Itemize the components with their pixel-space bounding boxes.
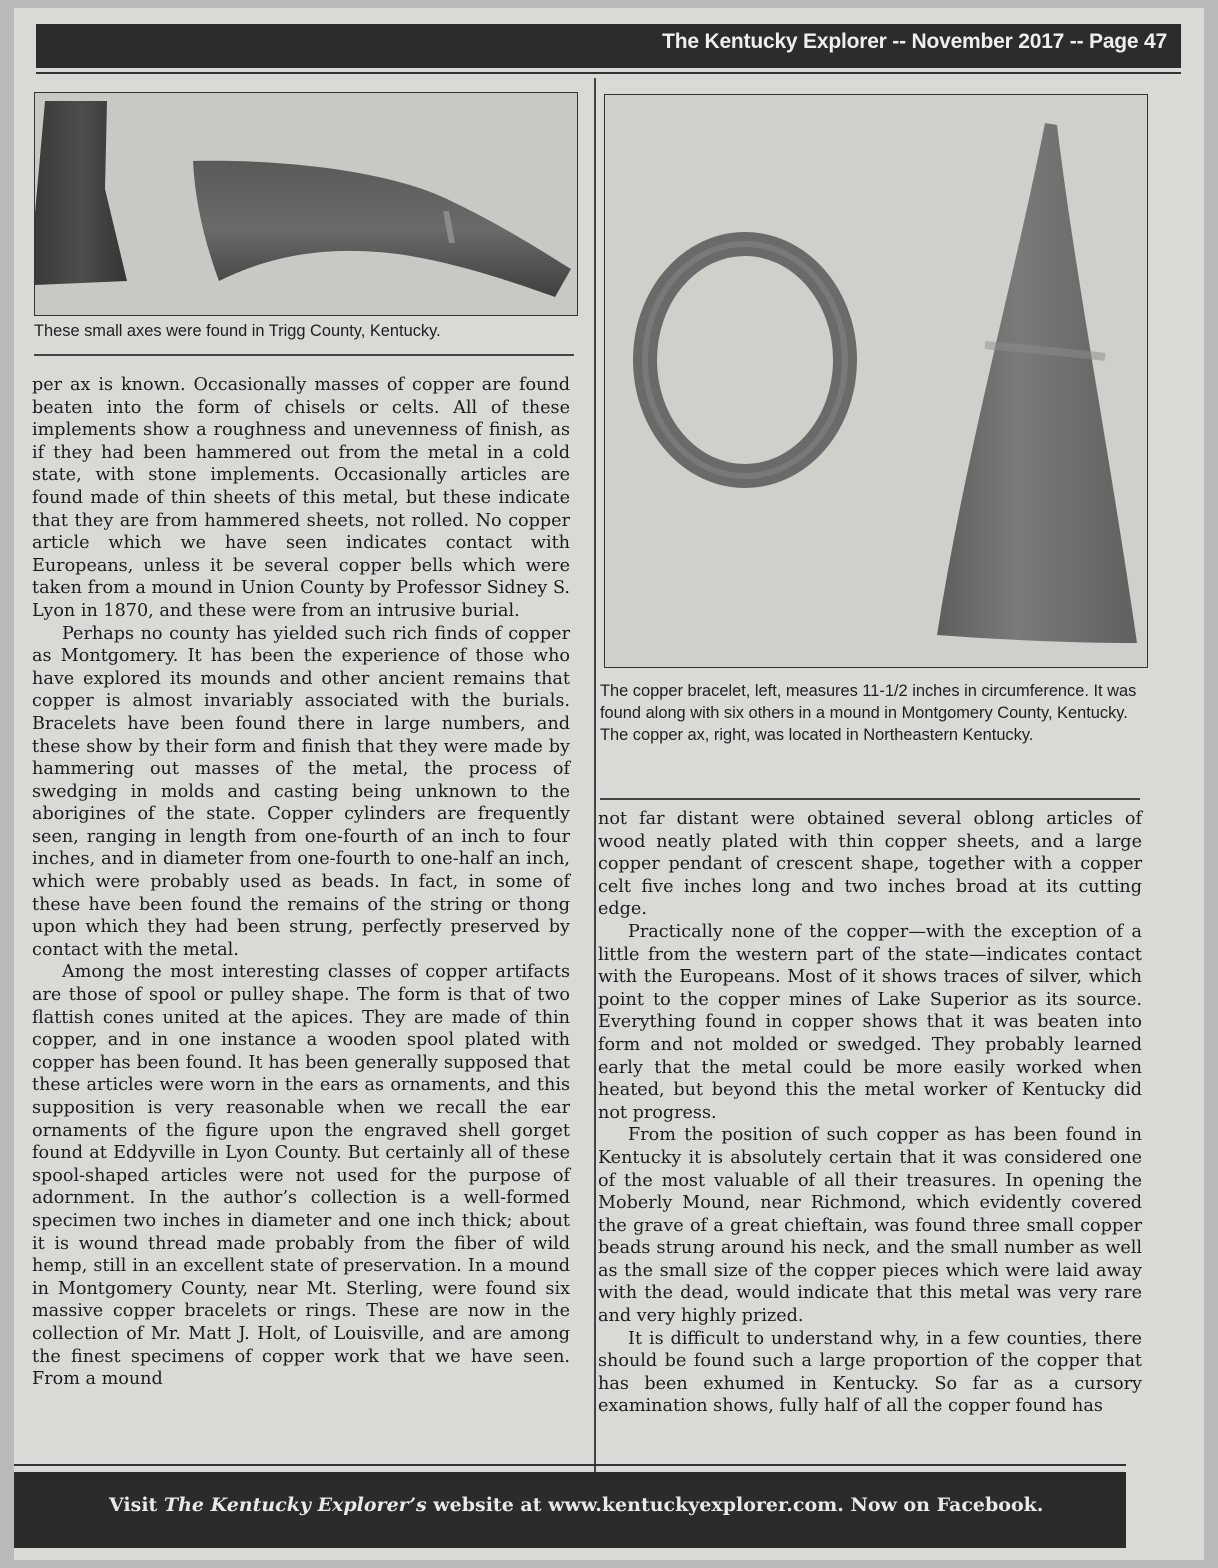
footer-rule: [14, 1464, 1126, 1466]
column-divider: [594, 78, 596, 1473]
article-paragraph: Among the most interesting classes of copper artifacts are those of spool or pulley shape. The form is that of two flattish cones united at the apices. They are made of thin copper, and in one instance a wooden spool plated with copper has been found. It has been generally supposed that these articles were worn in the ears as ornaments, and this supposition is very reasonable when we recall the ear ornaments of the figure upon the engraved shell gorget found at Eddyville in Lyon County. But certainly all of these spool-shaped articles were not used for the purpose of adornment. In the author’s collection is a well-formed specimen two inches in diameter and one inch thick; about it is wound thread made probably from the fiber of wild hemp, still in an excellent state of preservation. In a mound in Montgomery County, near Mt. Sterling, were found six massive copper bracelets or rings. These are now in the collection of Mr. Matt J. Holt, of Louisville, and are among the finest specimens of copper work that we have seen. From a mound: [32, 962, 570, 1390]
footer-prefix: Visit: [109, 1494, 164, 1516]
article-paragraph: Practically none of the copper—with the exception of a little from the western part of the state—indicates contact with the Europeans. Most of it shows traces of silver, which point to the copper mines of Lake Superior as its source. Everything found in copper shows that it was beaten into form and not molded or swedged. They probably learned early that the metal could be more easily worked when heated, but beyond this the metal worker of Kentucky did not progress.: [598, 921, 1142, 1123]
article-paragraph: It is difficult to understand why, in a few counties, there should be found such a large proportion of the copper that has been exhumed in Kentucky. So far as a cursory examination shows, fully half of all the copper found has: [598, 1328, 1142, 1417]
axes-illustration: [35, 93, 577, 315]
axes-caption: These small axes were found in Trigg County, Kentucky.: [34, 322, 441, 340]
article-paragraph: per ax is known. Occasionally masses of copper are found beaten into the form of chisels or celts. All of these implements show a roughness and unevenness of finish, as if they had been hammered out from the metal in a cold state, with stone implements. Occasionally articles are found made of thin sheets of this metal, but these indicate that they are from hammered sheets, not rolled. No copper article which we have seen indicates contact with Europeans, unless it be several copper bells which were taken from a mound in Union County by Professor Sidney S. Lyon in 1870, and these were from an intrusive burial.: [32, 375, 570, 621]
bracelet-ax-illustration: [605, 95, 1147, 667]
article-paragraph: not far distant were obtained several oblong articles of wood neatly plated with thin copper sheets, and a large copper pendant of crescent shape, together with a copper celt five inches long and two inches broad at its cutting edge.: [598, 809, 1142, 920]
page-header-title: The Kentucky Explorer -- November 2017 -- Page 47: [662, 30, 1167, 53]
bracelet-and-ax-photo: [604, 94, 1148, 668]
bracelet-caption: The copper bracelet, left, measures 11-1/2 inches in circumference. It was found along with six others in a mound in Montgomery County, Kentucky. The copper ax, right, was located in Northeastern Kentucky.: [600, 682, 1137, 744]
newspaper-page: [14, 8, 1204, 1560]
footer-text: [109, 1494, 1043, 1516]
header-rule: [36, 72, 1181, 74]
header-bar: [36, 24, 1181, 68]
article-right-column: [598, 808, 1142, 1418]
footer-publication: The Kentucky Explorer’s: [163, 1494, 427, 1516]
article-left-column: [32, 374, 570, 1391]
caption-rule-left: [34, 354, 574, 356]
caption-rule-right: [600, 798, 1140, 800]
article-paragraph: From the position of such copper as has been found in Kentucky it is absolutely certain that it was considered one of the most valuable of all their treasures. In opening the Moberly Mound, near Richmond, which evidently covered the grave of a great chieftain, was found three small copper beads strung around his neck, and the small number as well as the small size of the copper pieces which were laid away with the dead, would indicate that this metal was very rare and very highly prized.: [598, 1125, 1142, 1327]
footer-bar: [14, 1472, 1126, 1548]
axes-photo: [34, 92, 578, 316]
footer-website-link[interactable]: website at www.kentuckyexplorer.com. Now on Facebook.: [426, 1494, 1044, 1516]
article-paragraph: Perhaps no county has yielded such rich finds of copper as Montgomery. It has been the experience of those who have explored its mounds and other ancient remains that copper is almost invariably associated with the burials. Bracelets have been found there in large numbers, and these show by their form and finish that they were made by hammering out masses of the metal, the process of swedging in molds and casting being unknown to the aborigines of the state. Copper cylinders are frequently seen, ranging in length from one-fourth of an inch to four inches, and in diameter from one-fourth to one-half an inch, which were probably used as beads. In fact, in some of these have been found the remains of the string or thong upon which they had been strung, perfectly preserved by contact with the metal.: [32, 623, 570, 960]
